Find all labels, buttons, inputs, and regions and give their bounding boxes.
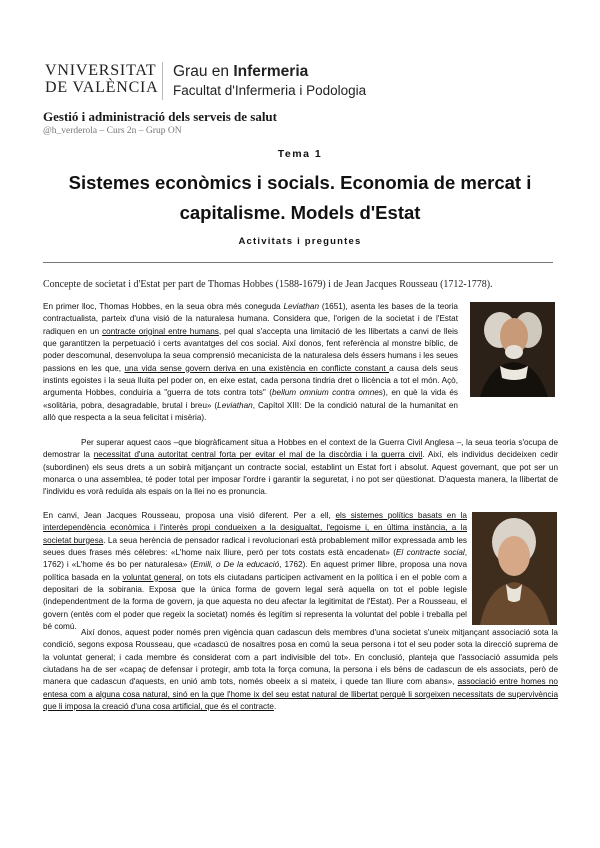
logo-divider bbox=[162, 62, 163, 100]
hobbes-portrait bbox=[470, 302, 555, 397]
text: En canvi, Jean Jacques Rousseau, proposa una visió diferent. Per a ell, bbox=[43, 511, 336, 520]
text: els sistemes polítics basats en la interdependència econòmica i l'interès propi condueixen a la desigualtat, l'egoisme i, en última instància, a la societat burgesa bbox=[43, 511, 467, 545]
text: Així donos, aquest poder només pren vigència quan cadascun dels membres d'una societat s'uneix mitjançant associació sota la condició, segons exposa Rousseau, que «cadascú de nosaltres posa en comú la seua persona i tot el seu poder sota la direcció suprema de la voluntat general; i cada membre és considerat com a part indivisible del tot». En conclusió, planteja que l'associació assumida pels ciutadans ha de ser «capaç de defensar i protegir, amb tota la força comuna, la persona i els béns de cadascun de els associats, però de manera que cadascun d'aquests, en unió amb tots, només obeeix a si mateix, i quede tan lliure com abans», bbox=[43, 628, 558, 687]
text: , 1762). En aquest primer llibre, proposa una nova política basada en la bbox=[43, 560, 468, 582]
text: El contracte social bbox=[395, 548, 465, 558]
text: voluntat general bbox=[122, 572, 182, 582]
text: Per superar aquest caos –que biogràficament situa a Hobbes en el context de la Guerra Civil Anglesa –, la seua teoria s'ocupa de demostrar la bbox=[43, 438, 558, 460]
text: una vida sense govern deriva en una existència en conflicte constant bbox=[124, 363, 390, 373]
university-logo bbox=[45, 62, 160, 96]
degree-bold: Infermeria bbox=[233, 63, 309, 80]
faculty-name: Facultat d'Infermeria i Podologia bbox=[173, 83, 367, 98]
text: bellum omnium contra omnes bbox=[271, 388, 383, 398]
text: ), en què la vida és «solitària, pobra, desagradable, brutal i breu» ( bbox=[43, 388, 458, 410]
text: , 1762) i «L'home és bo per naturalesa» ( bbox=[43, 548, 467, 570]
text: En primer lloc, Thomas Hobbes, en la seua obra més coneguda bbox=[43, 302, 284, 311]
degree-prefix: Grau en bbox=[173, 63, 234, 80]
text: , Capítol XIII: De la condició natural de la humanitat en allò que respecta a la seua felicitat i misèria). bbox=[43, 400, 458, 423]
document-title: Sistemes econòmics i socials. Economia de mercat i capitalisme. Models d'Estat bbox=[68, 172, 532, 223]
rousseau-portrait bbox=[472, 512, 557, 625]
hobbes-paragraph-2 bbox=[43, 437, 558, 499]
activities-heading: Activitats i preguntes bbox=[238, 236, 362, 247]
text: (1651), asenta les bases de la teoria contractualista, parteix d'una visió de la naturalesa humana. Considera que, l'origen de la societat i de l'Estat radiquen en un bbox=[43, 302, 458, 336]
rousseau-paragraph-1 bbox=[43, 510, 467, 633]
section-heading: Concepte de societat i d'Estat per part de Thomas Hobbes (1588-1679) i de Jean Jacques Rousseau (1712-1778). bbox=[43, 279, 493, 290]
text: contracte original entre humans bbox=[102, 326, 219, 336]
text: . Així, els individus decideixen cedir (subordinen) els seus drets a un sobirà mitjançant un contracte social, establint un Estat fort i absolut. Aquest governant, que pot ser un monarca o una assemblea, té poder total per imposar l'ordre i garantir la seguretat, i no pot ser qüestionat. D'aquesta manera, la llibertat de l'individu es vorà reduïda als espais on la llei no es pronuncia. bbox=[43, 450, 558, 497]
text: Leviathan bbox=[283, 302, 319, 311]
text: , on tots els ciutadans participen activament en la política i en el poble com a depositari de la sobirania. Exposa que la única forma de govern legal serà aquella on tot el poble legisle (independentment de la forma de govern, ja que aquesta no deu afectar la legitimitat de l'Estat). Per a Rousseau, el govern (entès com el poder que regeix la societat) només és legítim si representa la voluntat del poble i treballa pel bé comú. bbox=[43, 572, 467, 632]
logo-line-1: VNIVERSITAT bbox=[45, 62, 157, 79]
text: . La seua herència de pensador radical i revolucionari està probablement millor expressada amb les seues dues frases més célebres: «L'home naix lliure, però per tots costats està encadenat» ( bbox=[43, 535, 467, 558]
rousseau-paragraph-2 bbox=[43, 627, 558, 713]
text: , pel qual s'accepta una limitació de les llibertats a canvi de lleis que garantitzen la perpetuació i certs avantatges del cos social. Així donos, fent referència al monstre bíblic, de poder descomunal, desenvolupa la seua comprensió mecanicista de la naturalesa dels éssers humans i les seues passions en les que, bbox=[43, 326, 458, 373]
text: . bbox=[273, 702, 277, 712]
text: Leviathan bbox=[217, 400, 253, 410]
divider bbox=[43, 262, 553, 263]
logo-line-2: DE VALÈNCIA bbox=[45, 79, 159, 96]
text: associació entre homes no entesa com a alguna cosa natural, sinó en la que l'home ix del seu estat natural de llibertat perquè li sorgeixen necessitats de supervivència que li imposa la creació d'una cosa artificial, que és el contracte bbox=[43, 677, 558, 712]
hobbes-paragraph-1 bbox=[43, 301, 458, 424]
text: a causa dels seus instints egoistes i la seua lluita pel poder on, en eixe estat, cada persona tindria dret o llicència a tot el món. Açò, argumenta Hobbes, conduiria a "guerra de tots contra tots" ( bbox=[43, 363, 458, 398]
subject-title: Gestió i administració dels serveis de salut bbox=[43, 109, 277, 124]
degree-name bbox=[173, 63, 308, 81]
course-meta: @h_verderola – Curs 2n – Grup ON bbox=[43, 126, 182, 136]
text: necessitat d'una autoritat central forta per evitar el mal de la discòrdia i la guerra civil bbox=[93, 450, 423, 460]
text: Emili, o De la educació bbox=[193, 560, 280, 570]
topic-label: Tema 1 bbox=[277, 148, 323, 160]
